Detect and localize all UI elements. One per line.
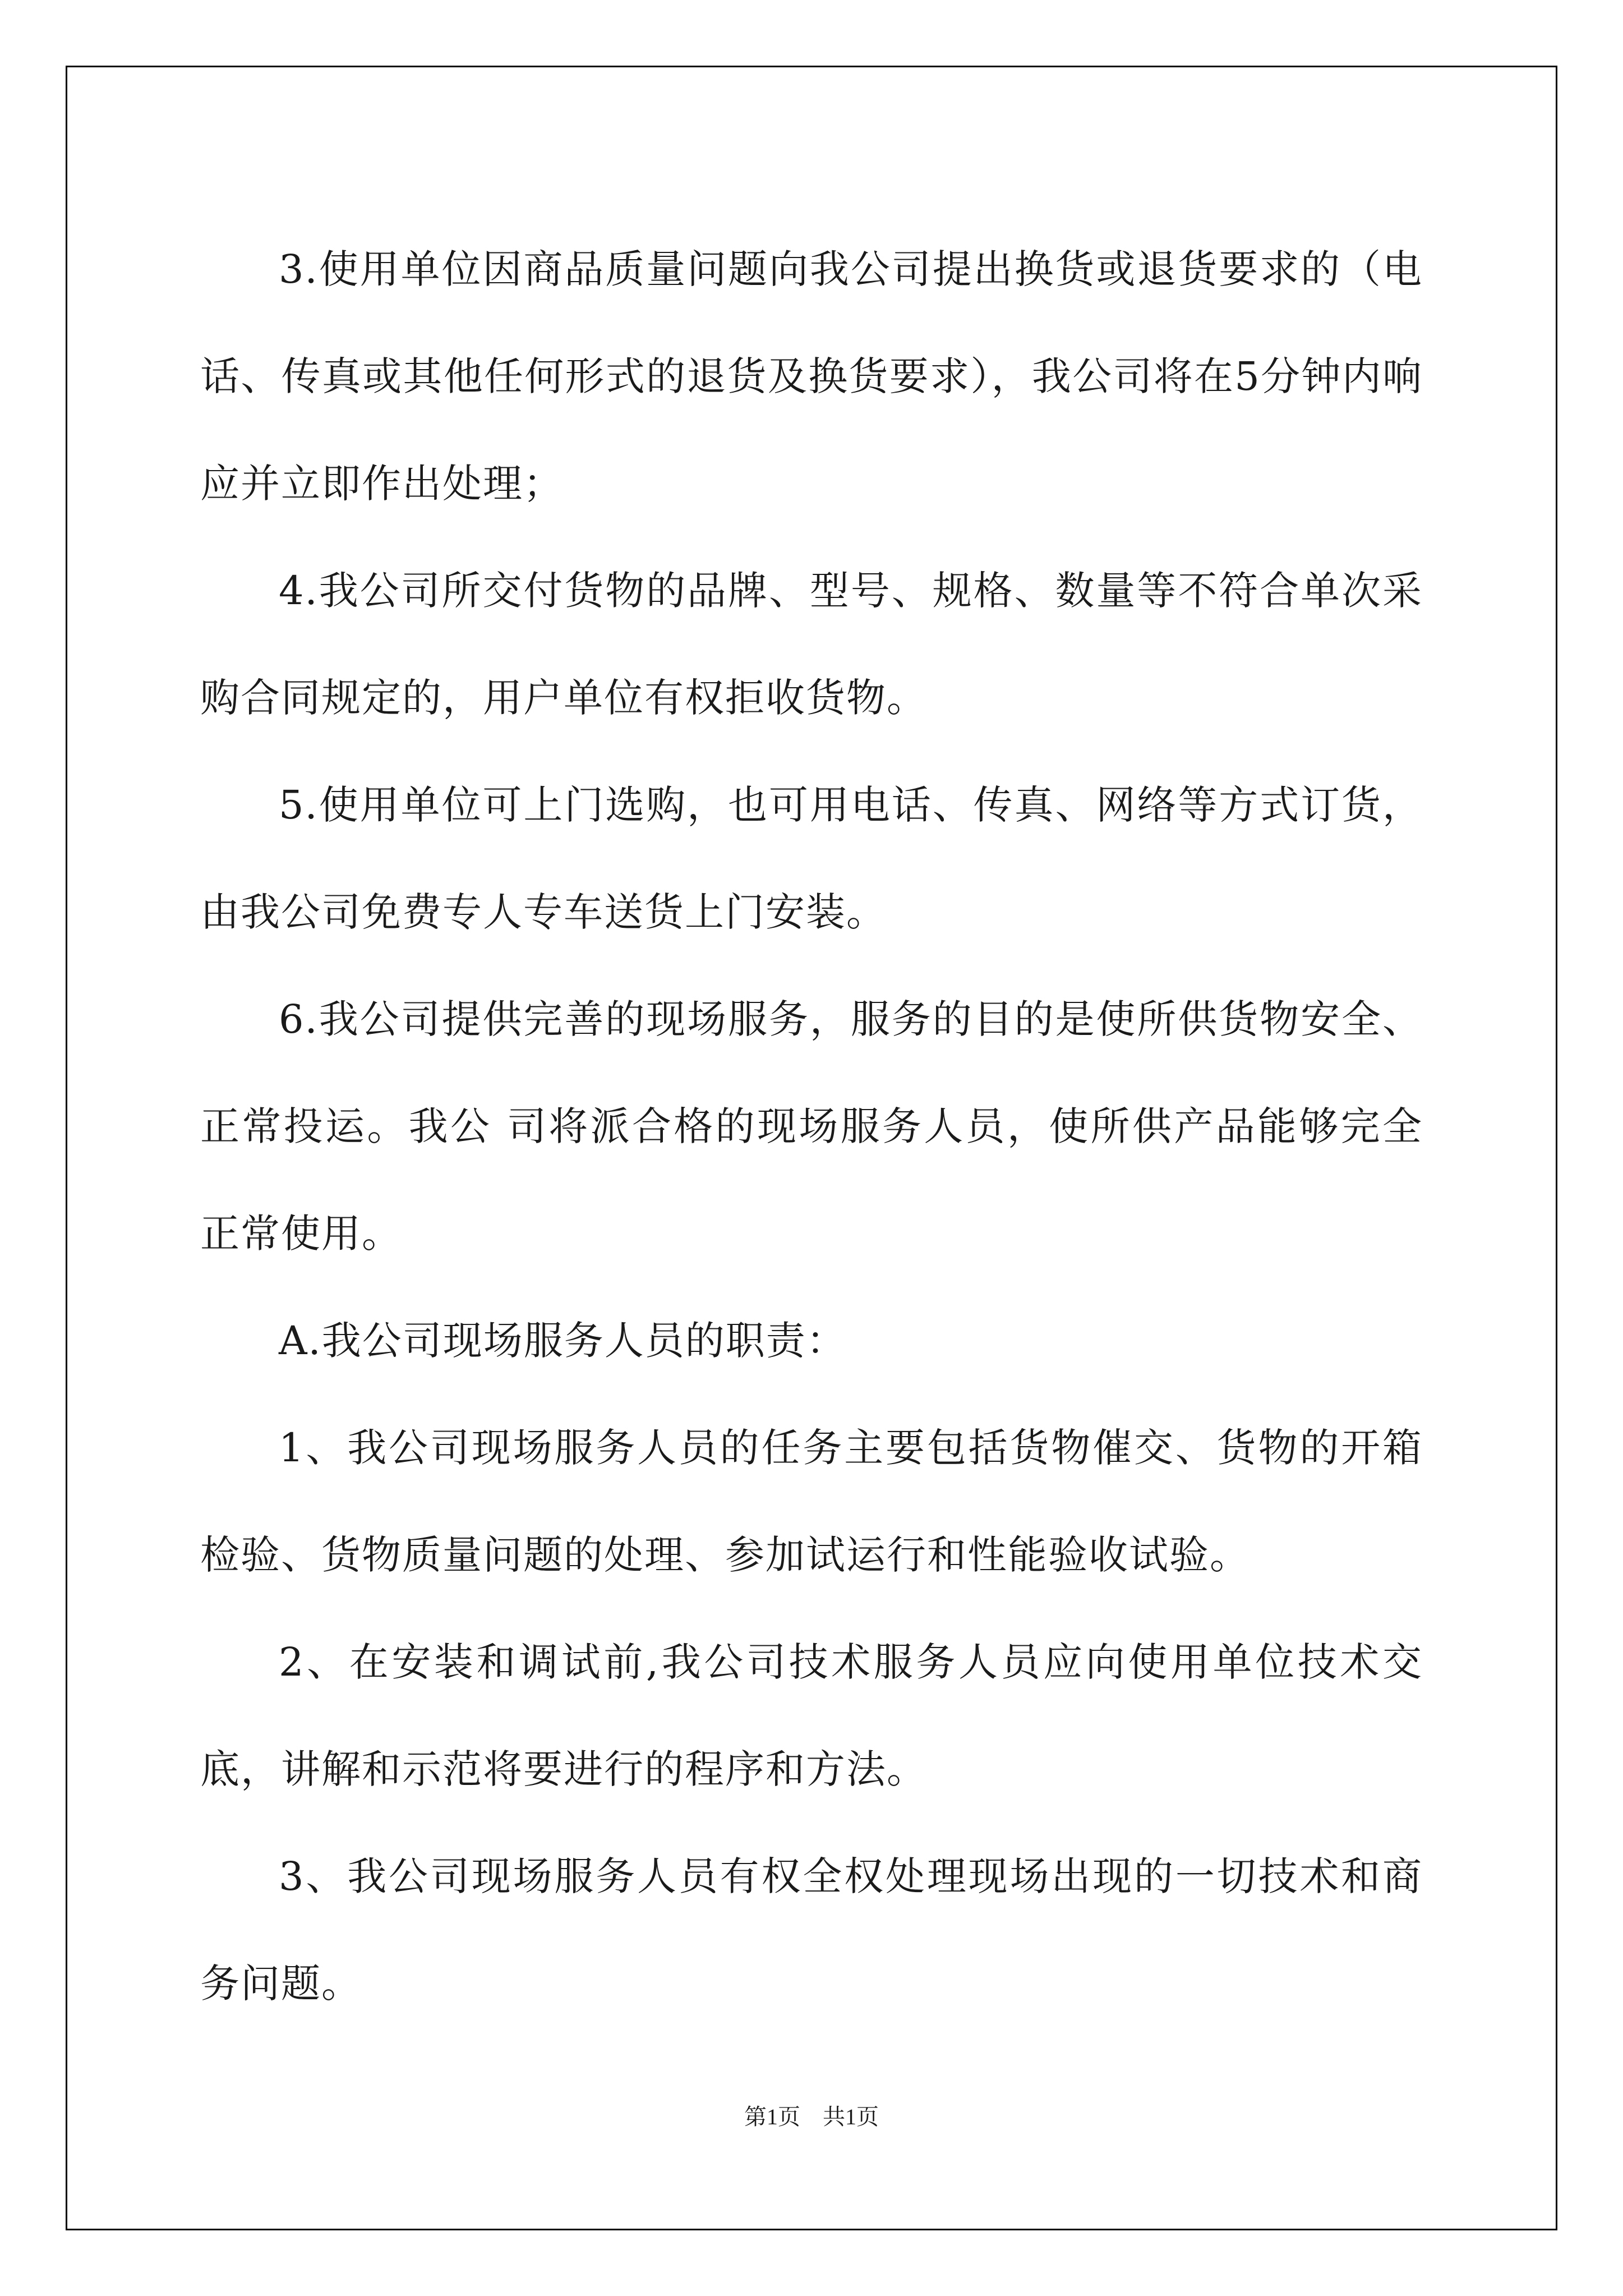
paragraph: 3、我公司现场服务人员有权全权处理现场出现的一切技术和商务问题。	[200, 1853, 1423, 2007]
paragraph: 1、我公司现场服务人员的任务主要包括货物催交、货物的开箱检验、货物质量问题的处理、参加试运行和性能验收试验。	[200, 1425, 1423, 1578]
paragraph: A.我公司现场服务人员的职责：	[279, 1318, 847, 1364]
paragraph: 2、在安装和调试前,我公司技术服务人员应向使用单位技术交底，讲解和示范将要进行的程序和方法。	[200, 1639, 1423, 1792]
page-number-footer: 第1页 共1页	[744, 2104, 879, 2129]
paragraph: 6.我公司提供完善的现场服务，服务的目的是使所供货物安全、正常投运。我公 司将派合格的现场服务人员，使所供产品能够完全正常使用。	[200, 996, 1423, 1257]
paragraph: 5.使用单位可上门选购，也可用电话、传真、网络等方式订货，由我公司免费专人专车送货上门安装。	[200, 782, 1423, 935]
paragraph: 4.我公司所交付货物的品牌、型号、规格、数量等不符合单次采购合同规定的，用户单位有权拒收货物。	[200, 568, 1423, 721]
paragraph: 3.使用单位因商品质量问题向我公司提出换货或退货要求的（电话、传真或其他任何形式的退货及换货要求），我公司将在5分钟内响应并立即作出处理；	[200, 246, 1423, 507]
document-body	[200, 216, 1423, 2037]
